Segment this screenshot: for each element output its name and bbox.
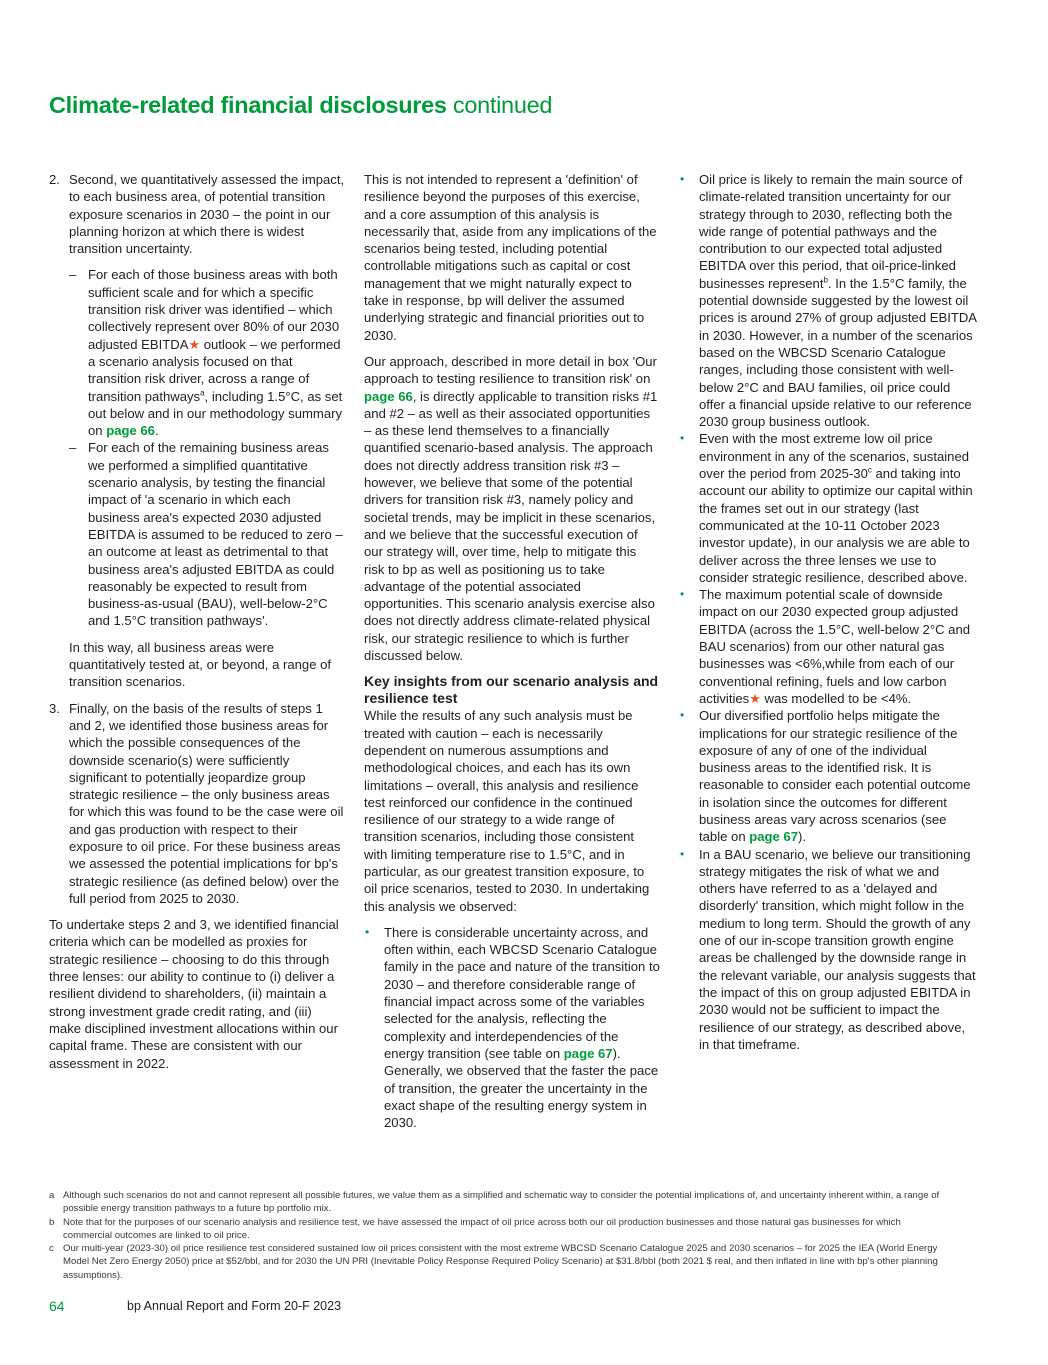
dash-marker: – xyxy=(69,440,77,456)
footnote-a xyxy=(49,1189,949,1216)
bullet-item xyxy=(679,586,977,707)
bullet-text: and taking into account our ability to optimize our capital within the frames set out in our strategy (last communicated at the 10-11 October 2023 investor update), in our analysis we are able to deliver across the three lenses we use to consider strategic resilience, described above. xyxy=(699,466,973,585)
page-number: 64 xyxy=(49,1298,65,1314)
item-number: 3. xyxy=(49,700,60,716)
page-66-link[interactable]: page 66 xyxy=(364,388,413,404)
footnote-text: Note that for the purposes of our scenario analysis and resilience test, we have assessed the impact of oil price across both our oil production businesses and those natural gas businesses for which commercial outcomes are linked to oil price. xyxy=(63,1216,901,1241)
bullet-icon: • xyxy=(680,587,685,602)
column-3 xyxy=(679,171,977,1053)
footnote-label: b xyxy=(49,1216,55,1228)
bullet-icon: • xyxy=(680,846,685,861)
page-title xyxy=(49,92,552,119)
bullet-text: There is considerable uncertainty across, and often within, each WBCSD Scenario Catalogue family in the pace and nature of the transition to 2030 – and therefore considerable range of financial impact across some of the variables selected for the analysis, reflecting the complexity and interdependencies of the energy transition (see table on xyxy=(384,924,660,1061)
sub-item-text: , including 1.5°C, as set out below and in our methodology summary on xyxy=(88,388,343,439)
bullet-text: was modelled to be <4%. xyxy=(760,690,912,706)
bullet-text: ). xyxy=(798,829,806,845)
bullet-icon: • xyxy=(680,172,685,186)
bullet-item xyxy=(679,707,977,845)
section-heading: Key insights from our scenario analysis and resilience test xyxy=(364,673,659,707)
paragraph: This is not intended to represent a 'definition' of resilience beyond the purposes of this exercise, and a core assumption of this analysis is necessarily that, aside from any implications of the scenarios being tested, including potential controllable mitigations such as capital or cost management that we might naturally expect to take in response, bp will deliver the assumed underlying strategic and financial priorities out to 2030. xyxy=(364,172,657,343)
bullet-text: . In the 1.5°C family, the potential downside suggested by the lowest oil prices is around 27% of group adjusted EBITDA in 2030. However, in a number of the scenarios based on the WBCSD Scenario Catalogue ranges, including those consistent with well-below 2°C and BAU families, oil price could offer a financial upside relative to our reference 2030 group business outlook. xyxy=(699,275,977,430)
column-2 xyxy=(364,171,660,1131)
bullet-text: Our diversified portfolio helps mitigate the implications for our strategic resilience of the exposure of any of one of the individual business areas to the identified risk. It is reasonable to consider each potential outcome in isolation since the outcomes for different business areas vary across scenarios (see table on xyxy=(699,708,971,845)
bullet-icon: • xyxy=(365,924,370,939)
footnote-label: c xyxy=(49,1243,54,1255)
sub-item-text: outlook – we performed a scenario analysis focused on that transition risk driver, across a range of transition pathways xyxy=(88,336,341,404)
star-icon: ★ xyxy=(749,690,761,706)
bullet-item xyxy=(679,171,977,430)
sub-item-1 xyxy=(69,266,345,439)
item-text: Finally, on the basis of the results of steps 1 and 2, we identified those business areas for which the possible consequences of the downside scenario(s) were sufficiently significant to potentially jeopardize group strategic resilience – the only business areas for which this was found to be the case were oil and gas production with respect to their exposure to oil price. For these business areas we assessed the potential implications for bp's strategic resilience (as defined below) over the full period from 2025 to 2030. xyxy=(69,700,344,906)
page-66-link[interactable]: page 66 xyxy=(106,423,155,439)
bullet-text: Oil price is likely to remain the main source of climate-related transition uncertainty for our strategy through to 2030, reflecting both the wide range of potential pathways and the contribution to our expected total adjusted EBITDA over this period, that oil-price-linked businesses represent xyxy=(699,172,963,291)
footnotes xyxy=(49,1189,949,1282)
bullet-icon: • xyxy=(680,431,685,446)
column-1 xyxy=(49,171,345,1081)
paragraph xyxy=(364,353,660,664)
numbered-item-3 xyxy=(49,700,345,908)
title-continued: continued xyxy=(452,92,553,118)
numbered-item-2 xyxy=(49,171,345,691)
bullet-item xyxy=(679,846,977,1054)
paragraph: While the results of any such analysis must be treated with caution – each is necessarily dependent on numerous assumptions and methodological choices, and each has its own limitations – overall, this analysis and resilience test reinforced our confidence in the continued resilience of our strategy to a wide range of transition scenarios, including those consistent with limiting temperature rise to 1.5°C, and in particular, as our greatest transition exposure, to oil price scenarios, tested to 2030. In undertaking this analysis we observed: xyxy=(364,708,650,914)
page-67-link[interactable]: page 67 xyxy=(563,1045,613,1061)
sub-item-text: . xyxy=(154,423,159,439)
bullet-item xyxy=(679,430,977,586)
dash-marker: – xyxy=(69,267,77,283)
item-text: Second, we quantitatively assessed the impact, to each business area, of potential transition exposure scenarios in 2030 – the point in our planning horizon at which there is widest transition uncertainty. xyxy=(69,172,345,257)
footnote-text: Our multi-year (2023-30) oil price resilience test considered sustained low oil prices consistent with the most extreme WBCSD Scenario Catalogue 2025 and 2030 scenarios – for 2025 the IEA (World Energy Model Net Zero Energy 2050) price at $52/bbl, and for 2030 the UN PRI (Inevitable Policy Response Required Policy Scenario) at $31.8/bbl (both 2021 $ real, and then inflated in line with bp's other planning assumptions). xyxy=(63,1243,938,1281)
sub-item-text: For each of those business areas with both sufficient scale and for which a specific transition risk driver was identified – which collectively represent over 80% of our 2030 adjusted EBITDA xyxy=(88,267,340,352)
report-title: bp Annual Report and Form 20-F 2023 xyxy=(127,1299,342,1313)
footnote-label: a xyxy=(49,1190,55,1201)
footnote-c xyxy=(49,1242,949,1282)
footnote-b xyxy=(49,1216,949,1243)
sub-item-text: For each of the remaining business areas we performed a simplified quantitative scenario analysis, by testing the financial impact of 'a scenario in which each business area's expected 2030 adjusted EBITDA is assumed to be reduced to zero – an outcome at least as detrimental to that business area's adjusted EBITDA as could reasonably be expected to result from business-as-usual (BAU), well-below-2°C and 1.5°C transition pathways'. xyxy=(88,440,343,629)
paragraph-text: , is directly applicable to transition risks #1 and #2 – as well as their associated opportunities – as these lend themselves to a financially quantified scenario-based analysis. The approach does not directly address transition risk #3 – however, we believe that some of the potential drivers for transition risk #3, namely policy and societal trends, may be implicit in these scenarios, and we believe that the successful execution of our strategy will, over time, help to mitigate this risk to bp as well as positioning us to take advantage of the potential associated opportunities. This scenario analysis exercise also does not directly address climate-related physical risk, our strategic resilience to which is further discussed below. xyxy=(364,388,658,664)
bullet-item xyxy=(364,924,660,1132)
footnote-text: Although such scenarios do not and cannot represent all possible futures, we value them as a simplified and schematic way to consider the potential implications of, and uncertainty inherent within, a range of possible energy transition pathways to a future bp portfolio mix. xyxy=(63,1190,940,1215)
item-tail: In this way, all business areas were quantitatively tested at, or beyond, a range of transition scenarios. xyxy=(69,639,332,690)
page-67-link[interactable]: page 67 xyxy=(749,829,798,845)
bullet-text: ). Generally, we observed that the faster the pace of transition, the greater the uncertainty in the exact shape of the resulting energy system in 2030. xyxy=(384,1045,659,1131)
bullet-text: In a BAU scenario, we believe our transitioning strategy mitigates the risk of what we and others have referred to as a 'delayed and disorderly' transition, which might follow in the medium to long term. Should the growth of any one of our in-scope transition growth engine areas be challenged by the downside range in the relevant variable, our analysis suggests that the impact of this on group adjusted EBITDA in 2030 would not be sufficient to impact the resilience of our strategy, as described above, in that timeframe. xyxy=(699,846,976,1052)
star-icon: ★ xyxy=(188,336,201,352)
title-bold: Climate-related financial disclosures xyxy=(49,92,447,118)
item-number: 2. xyxy=(49,172,60,187)
footnote-ref-b: b xyxy=(823,275,828,285)
footnote-ref-c: c xyxy=(867,465,872,475)
paragraph: To undertake steps 2 and 3, we identified financial criteria which can be modelled as proxies for strategic resilience – choosing to do this through three lenses: our ability to continue to (i) deliver a resilient dividend to shareholders, (ii) maintain a strong investment grade credit rating, and (iii) make disciplined investment allocations within our capital frame. These are consistent with our assessment in 2022. xyxy=(49,917,339,1071)
paragraph-text: Our approach, described in more detail in box 'Our approach to testing resilience to transition risk' on xyxy=(364,353,657,387)
sub-item-2 xyxy=(69,439,345,629)
footnote-ref-a: a xyxy=(200,388,205,398)
bullet-text: Even with the most extreme low oil price environment in any of the scenarios, sustained over the period from 2025-30 xyxy=(699,431,970,482)
bullet-icon: • xyxy=(680,708,685,723)
bullet-text: The maximum potential scale of downside impact on our 2030 expected group adjusted EBITDA (across the 1.5°C, well-below 2°C and BAU scenarios) from our other natural gas businesses was <6%,while from each of our conventional refining, fuels and low carbon activities xyxy=(699,587,971,706)
